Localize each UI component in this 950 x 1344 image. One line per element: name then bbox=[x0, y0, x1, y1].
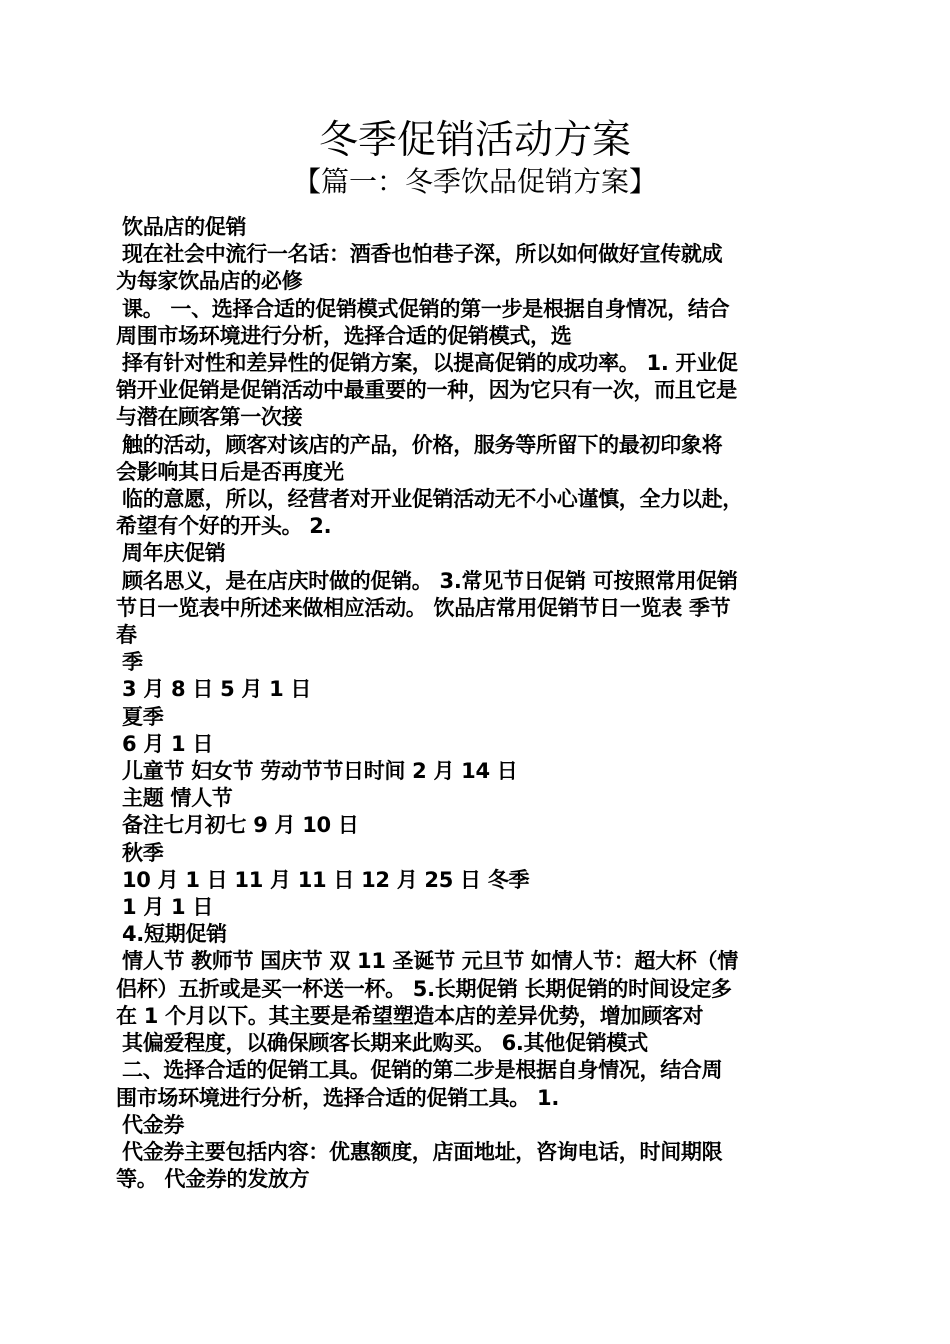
body-line: 饮品店的促销 bbox=[122, 215, 247, 239]
body-line: 顾名思义，是在店庆时做的促销。 3.常见节日促销 可按照常用促销 bbox=[122, 568, 738, 593]
body-line: 主题 情人节 bbox=[122, 786, 233, 811]
body-line: 10 月 1 日 11 月 11 日 12 月 25 日 冬季 bbox=[122, 867, 530, 892]
body-line: 触的活动，顾客对该店的产品，价格，服务等所留下的最初印象将 bbox=[122, 432, 723, 457]
document-title: 冬季促销活动方案 bbox=[318, 118, 631, 163]
body-line: 周围市场环境进行分析，选择合适的促销模式，选 bbox=[116, 323, 572, 348]
body-line: 周年庆促销 bbox=[122, 541, 226, 566]
body-line: 其偏爱程度，以确保顾客长期来此购买。 6.其他促销模式 bbox=[122, 1031, 648, 1056]
body-line: 节日一览表中所述来做相应活动。 饮品店常用促销节日一览表 季节 bbox=[116, 595, 731, 620]
body-line: 临的意愿，所以，经营者对开业促销活动无不小心谨慎，全力以赴， bbox=[122, 487, 743, 512]
document-subtitle: 【篇一：冬季饮品促销方案】 bbox=[292, 165, 657, 198]
body-line: 销开业促销是促销活动中最重要的一种，因为它只有一次，而且它是 bbox=[116, 378, 737, 403]
body-line: 季 bbox=[122, 650, 143, 675]
body-line: 等。 代金券的发放方 bbox=[116, 1167, 310, 1192]
body-line: 春 bbox=[116, 623, 137, 648]
body-line: 4.短期促销 bbox=[122, 922, 227, 947]
body-line: 课。 一、选择合适的促销模式促销的第一步是根据自身情况，结合 bbox=[122, 296, 730, 321]
body-line: 择有针对性和差异性的促销方案，以提高促销的成功率。 1. 开业促 bbox=[122, 351, 738, 376]
body-line: 儿童节 妇女节 劳动节节日时间 2 月 14 日 bbox=[122, 759, 518, 784]
body-line: 代金券主要包括内容：优惠额度，店面地址，咨询电话，时间期限 bbox=[122, 1139, 723, 1164]
body-line: 6 月 1 日 bbox=[122, 731, 214, 756]
body-line: 夏季 bbox=[122, 704, 164, 729]
body-line: 会影响其日后是否再度光 bbox=[116, 459, 344, 484]
body-line: 现在社会中流行一名话：酒香也怕巷子深，所以如何做好宣传就成 bbox=[122, 242, 723, 267]
body-line: 备注七月初七 9 月 10 日 bbox=[122, 813, 359, 838]
body-line: 希望有个好的开头。 2. bbox=[116, 514, 332, 539]
body-line: 为每家饮品店的必修 bbox=[116, 269, 303, 294]
body-line: 侣杯）五折或是买一杯送一杯。 5.长期促销 长期促销的时间设定多 bbox=[116, 976, 732, 1001]
body-line: 秋季 bbox=[122, 840, 164, 865]
body-line: 围市场环境进行分析，选择合适的促销工具。 1. bbox=[116, 1085, 559, 1110]
document-body bbox=[116, 214, 836, 1193]
body-line: 在 1 个月以下。其主要是希望塑造本店的差异优势，增加顾客对 bbox=[116, 1003, 704, 1028]
body-line: 3 月 8 日 5 月 1 日 bbox=[122, 677, 312, 702]
body-line: 与潜在顾客第一次接 bbox=[116, 405, 303, 430]
body-line: 代金券 bbox=[122, 1112, 185, 1137]
body-line: 二、选择合适的促销工具。促销的第二步是根据自身情况，结合周 bbox=[122, 1058, 723, 1083]
body-line: 1 月 1 日 bbox=[122, 895, 214, 920]
body-line: 情人节 教师节 国庆节 双 11 圣诞节 元旦节 如情人节：超大杯（情 bbox=[122, 949, 738, 974]
